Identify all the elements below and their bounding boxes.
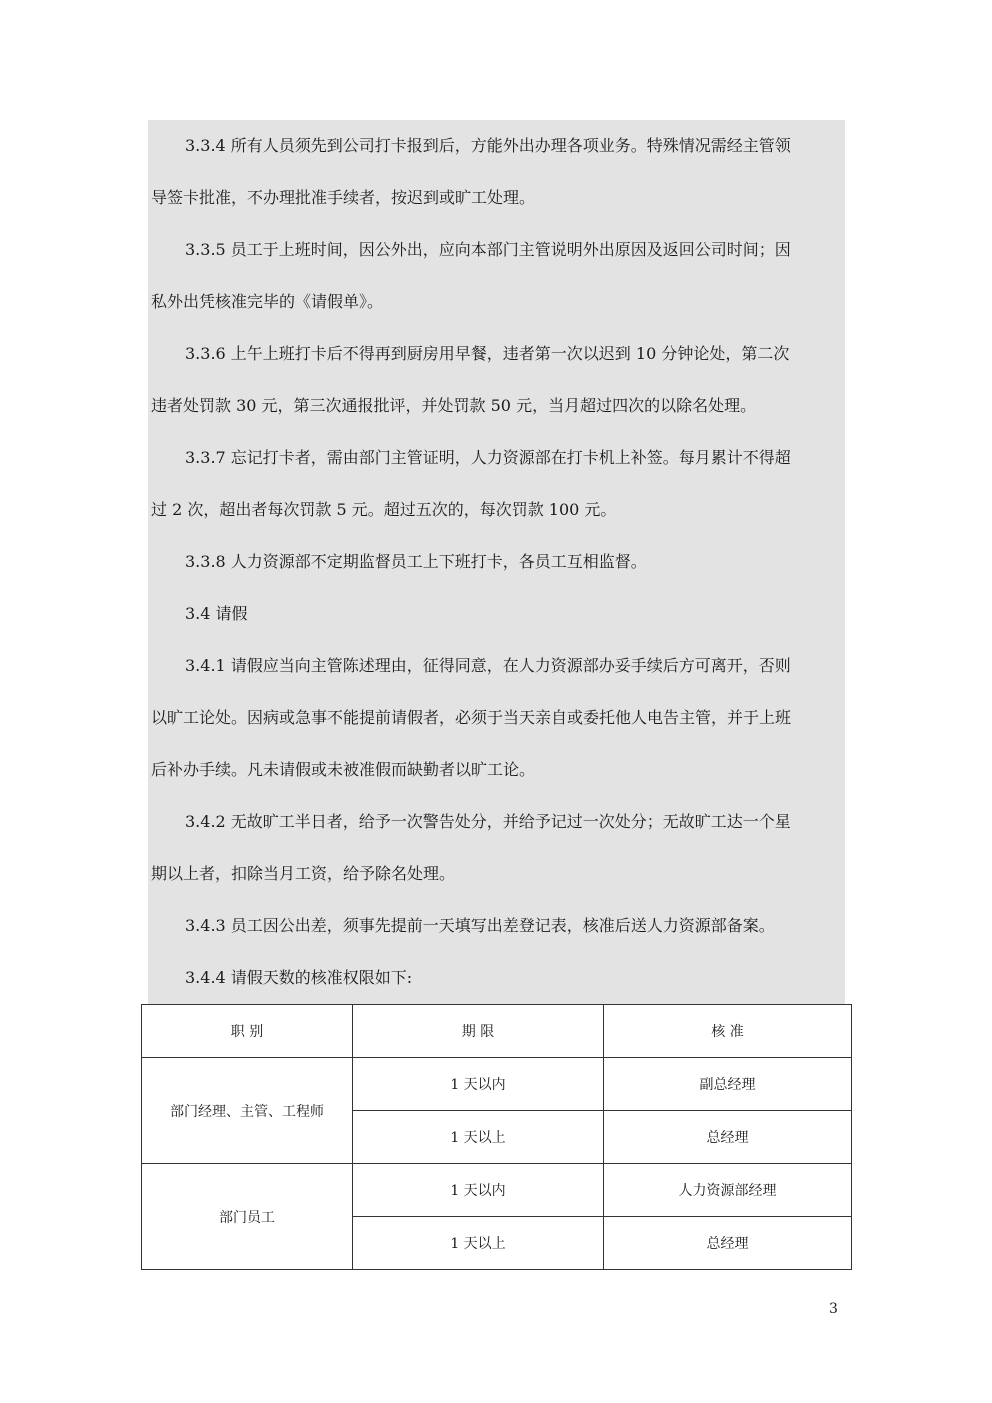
paragraph-3-3-5-line1: 3.3.5 员工于上班时间，因公外出，应向本部门主管说明外出原因及返回公司时间；因 [185,240,791,259]
page-number: 3 [829,1301,838,1317]
section-heading-3-4: 3.4 请假 [185,604,248,623]
period-cell: 1 天以上 [353,1217,604,1270]
paragraph-3-3-7-line2: 过 2 次，超出者每次罚款 5 元。超过五次的，每次罚款 100 元。 [151,500,617,519]
paragraph-3-4-3: 3.4.3 员工因公出差，须事先提前一天填写出差登记表，核准后送人力资源部备案。 [185,916,775,935]
table-row [142,1164,852,1217]
period-cell: 1 天以内 [353,1058,604,1111]
paragraph-3-4-2-line2: 期以上者，扣除当月工资，给予除名处理。 [151,864,456,883]
period-cell: 1 天以内 [353,1164,604,1217]
paragraph-3-3-6-line1: 3.3.6 上午上班打卡后不得再到厨房用早餐，违者第一次以迟到 10 分钟论处，第二次 [185,344,790,363]
table-row [142,1058,852,1111]
position-cell: 部门员工 [142,1164,353,1270]
paragraph-3-3-7-line1: 3.3.7 忘记打卡者，需由部门主管证明，人力资源部在打卡机上补签。每月累计不得超 [185,448,791,467]
paragraph-3-4-1-line2: 以旷工论处。因病或急事不能提前请假者，必须于当天亲自或委托他人电告主管，并于上班 [151,708,792,727]
paragraph-3-4-1-line3: 后补办手续。凡未请假或未被准假而缺勤者以旷工论。 [151,760,536,779]
approver-cell: 总经理 [604,1111,852,1164]
header-approver: 核 准 [604,1005,852,1058]
approver-cell: 总经理 [604,1217,852,1270]
paragraph-3-4-2-line1: 3.4.2 无故旷工半日者，给予一次警告处分，并给予记过一次处分；无故旷工达一个星 [185,812,791,831]
paragraph-3-3-6-line2: 违者处罚款 30 元，第三次通报批评，并处罚款 50 元，当月超过四次的以除名处理。 [151,396,757,415]
paragraph-3-3-5-line2: 私外出凭核准完毕的《请假单》。 [151,292,384,311]
paragraph-3-3-4-line2: 导签卡批准，不办理批准手续者，按迟到或旷工处理。 [151,188,536,207]
leave-approval-table [141,1004,852,1270]
position-cell: 部门经理、主管、工程师 [142,1058,353,1164]
paragraph-3-3-4-line1: 3.3.4 所有人员须先到公司打卡报到后，方能外出办理各项业务。特殊情况需经主管领 [185,136,791,155]
table-header-row [142,1005,852,1058]
period-cell: 1 天以上 [353,1111,604,1164]
approver-cell: 人力资源部经理 [604,1164,852,1217]
header-position: 职 别 [142,1005,353,1058]
paragraph-3-3-8: 3.3.8 人力资源部不定期监督员工上下班打卡，各员工互相监督。 [185,552,647,571]
paragraph-3-4-1-line1: 3.4.1 请假应当向主管陈述理由，征得同意，在人力资源部办妥手续后方可离开，否则 [185,656,791,675]
approver-cell: 副总经理 [604,1058,852,1111]
paragraph-3-4-4: 3.4.4 请假天数的核准权限如下: [185,968,413,987]
header-period: 期 限 [353,1005,604,1058]
